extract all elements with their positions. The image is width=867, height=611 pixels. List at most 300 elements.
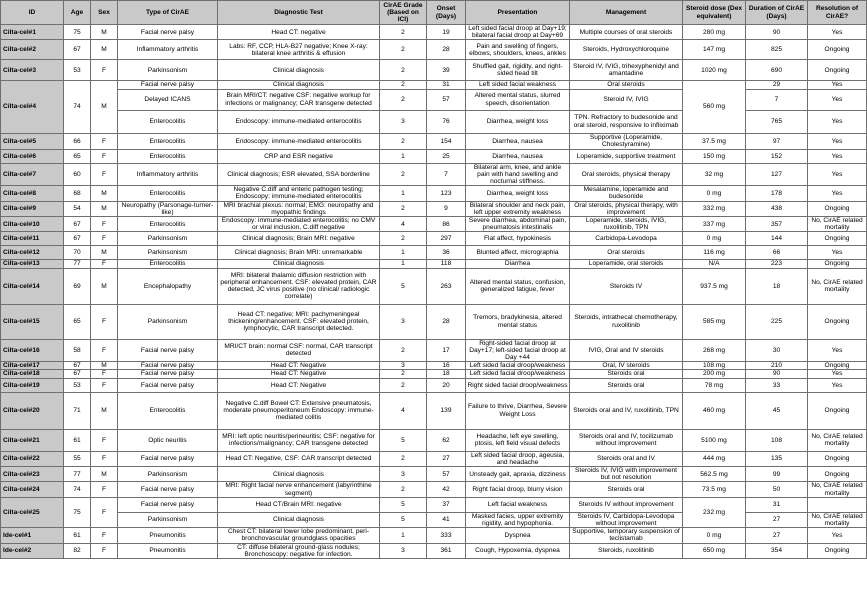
cell-grade: 1	[380, 528, 427, 543]
cell-presentation: Altered mental status, slurred speech, disorientation	[466, 89, 570, 110]
cell-onset: 16	[427, 362, 466, 370]
cell-sex: M	[91, 201, 118, 216]
cell-type: Enterocolitis	[118, 260, 218, 268]
cell-resolution: Yes	[808, 163, 867, 186]
cell-resolution: Yes	[808, 25, 867, 40]
cell-steroid-dose: 560 mg	[683, 81, 746, 133]
cell-presentation: Diarrhea, nausea	[466, 149, 570, 163]
cell-diagnostic-test: Labs: RF, CCP, HLA-B27 negative; Knee X-ray: bilateral knee arthritis & effusion	[218, 40, 380, 60]
cell-diagnostic-test: Head CT: Negative, CSF: CAR transcript detected	[218, 451, 380, 466]
cell-id: Cilta-cel#21	[1, 429, 64, 451]
cell-type: Facial nerve palsy	[118, 339, 218, 362]
cell-duration: 127	[746, 163, 808, 186]
cell-duration: 27	[746, 528, 808, 543]
cell-type: Parkinsonism	[118, 304, 218, 339]
cell-onset: 333	[427, 528, 466, 543]
cell-type: Enterocolitis	[118, 149, 218, 163]
cell-presentation: Left facial weakness	[466, 497, 570, 512]
cell-sex: M	[91, 392, 118, 429]
cell-presentation: Diarrhea, weight loss	[466, 110, 570, 133]
cell-grade: 2	[380, 81, 427, 89]
table-row	[1, 467, 867, 482]
cell-onset: 9	[427, 201, 466, 216]
cell-onset: 41	[427, 512, 466, 527]
cell-sex: F	[91, 304, 118, 339]
cell-type: Parkinsonism	[118, 467, 218, 482]
table-row	[1, 543, 867, 558]
table-row	[1, 217, 867, 232]
cell-grade: 1	[380, 149, 427, 163]
cell-type: Delayed ICANS	[118, 89, 218, 110]
cell-duration: 357	[746, 217, 808, 232]
cell-type: Enterocolitis	[118, 217, 218, 232]
cell-resolution: No, CirAE related mortality	[808, 268, 867, 304]
cell-id: Cilta-cel#16	[1, 339, 64, 362]
cell-age: 67	[64, 370, 91, 378]
cell-management: Carbidopa-Levodopa	[570, 232, 683, 246]
cell-resolution: Ongoing	[808, 60, 867, 81]
table-row	[1, 149, 867, 163]
cell-resolution: Ongoing	[808, 467, 867, 482]
cell-resolution: Ongoing	[808, 232, 867, 246]
cell-diagnostic-test: Clinical diagnosis; ESR elevated, SSA borderline	[218, 163, 380, 186]
cell-id: Cilta-cel#2	[1, 40, 64, 60]
cell-management: Steroid IV, IVIG, trihexyphenidyl and amantadine	[570, 60, 683, 81]
cell-steroid-dose: 460 mg	[683, 392, 746, 429]
cell-steroid-dose: 0 mg	[683, 186, 746, 201]
cell-sex: F	[91, 149, 118, 163]
cell-sex: M	[91, 40, 118, 60]
cell-resolution: Ongoing	[808, 451, 867, 466]
cell-grade: 3	[380, 467, 427, 482]
header-grade: CirAE Grade (Based on ICI)	[380, 1, 427, 25]
cell-age: 67	[64, 40, 91, 60]
cell-onset: 31	[427, 81, 466, 89]
cell-grade: 1	[380, 260, 427, 268]
cell-presentation: Altered mental status, confusion, generalized fatigue, fever	[466, 268, 570, 304]
cell-grade: 3	[380, 543, 427, 558]
cell-resolution: Ongoing	[808, 201, 867, 216]
cell-presentation: Failure to thrive, Diarrhea, Severe Weight Loss	[466, 392, 570, 429]
cell-steroid-dose: 332 mg	[683, 201, 746, 216]
cell-resolution: Yes	[808, 246, 867, 260]
cell-age: 53	[64, 378, 91, 392]
cell-presentation: Right facial droop, blurry vision	[466, 482, 570, 497]
cell-diagnostic-test: MRI: Right facial nerve enhancement (labyrinthine segment)	[218, 482, 380, 497]
cell-sex: M	[91, 186, 118, 201]
cell-sex: F	[91, 339, 118, 362]
cell-age: 67	[64, 362, 91, 370]
cell-onset: 361	[427, 543, 466, 558]
cell-age: 75	[64, 497, 91, 527]
cell-id: Ide-cel#1	[1, 528, 64, 543]
cell-id: Cilta-cel#10	[1, 217, 64, 232]
cell-management: Oral steroids, physical therapy	[570, 163, 683, 186]
cell-id: Cilta-cel#13	[1, 260, 64, 268]
cell-diagnostic-test: MRI/CT brain: normal CSF: normal, CAR transcript detected	[218, 339, 380, 362]
cell-type: Pneumonitis	[118, 543, 218, 558]
cell-id: Cilta-cel#11	[1, 232, 64, 246]
cell-duration: 354	[746, 543, 808, 558]
cell-grade: 2	[380, 339, 427, 362]
cell-presentation: Bilateral shoulder and neck pain, left upper extremity weakness	[466, 201, 570, 216]
cell-grade: 1	[380, 246, 427, 260]
table-row	[1, 497, 867, 512]
table-row	[1, 362, 867, 370]
cell-age: 65	[64, 304, 91, 339]
cell-steroid-dose: 268 mg	[683, 339, 746, 362]
table-row	[1, 339, 867, 362]
cell-grade: 2	[380, 370, 427, 378]
cell-management: Steroid IV, IVIG	[570, 89, 683, 110]
cell-resolution: Ongoing	[808, 543, 867, 558]
cell-sex: M	[91, 268, 118, 304]
cell-type: Inflammatory arthritis	[118, 163, 218, 186]
cell-duration: 135	[746, 451, 808, 466]
cell-type: Facial nerve palsy	[118, 370, 218, 378]
table-row	[1, 201, 867, 216]
cell-management: Steroids oral	[570, 370, 683, 378]
cell-onset: 154	[427, 133, 466, 149]
table-row	[1, 451, 867, 466]
cell-grade: 2	[380, 378, 427, 392]
cell-id: Cilta-cel#12	[1, 246, 64, 260]
cell-type: Enterocolitis	[118, 133, 218, 149]
cell-grade: 5	[380, 268, 427, 304]
cell-steroid-dose: 650 mg	[683, 543, 746, 558]
cell-resolution: Yes	[808, 149, 867, 163]
cell-age: 60	[64, 163, 91, 186]
cell-onset: 297	[427, 232, 466, 246]
cell-management: Supportive (Loperamide, Cholestyramine)	[570, 133, 683, 149]
cell-type: Enterocolitis	[118, 186, 218, 201]
cell-duration: 18	[746, 268, 808, 304]
cell-onset: 25	[427, 149, 466, 163]
cell-steroid-dose: 37.5 mg	[683, 133, 746, 149]
table-body	[1, 25, 867, 559]
cell-diagnostic-test: Head CT: negative; MRI: pachymeningeal thickening/enhancement. CSF: elevated protein, lymphocytic, CAR transcript detected.	[218, 304, 380, 339]
cell-diagnostic-test: Negative C.diff and enteric pathogen testing; Endoscopy: immune-mediated enterocolitis	[218, 186, 380, 201]
cell-presentation: Diarrhea, nausea	[466, 133, 570, 149]
cell-steroid-dose: N/A	[683, 260, 746, 268]
cell-type: Facial nerve palsy	[118, 378, 218, 392]
cell-resolution: Yes	[808, 110, 867, 133]
cell-resolution: No, CirAE related mortality	[808, 217, 867, 232]
cell-diagnostic-test: Clinical diagnosis	[218, 260, 380, 268]
cell-presentation: Shuffled gait, rigidity, and right-sided head tilt	[466, 60, 570, 81]
cell-diagnostic-test: Head CT: Negative	[218, 362, 380, 370]
cell-diagnostic-test: Endoscopy: immune-mediated enterocolitis	[218, 133, 380, 149]
cell-management: Oral steroids	[570, 246, 683, 260]
cell-management: Oral, IV steroids	[570, 362, 683, 370]
cell-duration: 765	[746, 110, 808, 133]
cell-onset: 86	[427, 217, 466, 232]
cell-age: 55	[64, 451, 91, 466]
cell-type: Parkinsonism	[118, 512, 218, 527]
cell-management: Steroids oral	[570, 482, 683, 497]
cell-steroid-dose: 5100 mg	[683, 429, 746, 451]
header-diagnostic-test: Diagnostic Test	[218, 1, 380, 25]
table-row	[1, 163, 867, 186]
cell-grade: 2	[380, 163, 427, 186]
cell-diagnostic-test: MRI brachial plexus: normal; EMG: neuropathy and myopathic findings	[218, 201, 380, 216]
cell-diagnostic-test: Clinical diagnosis	[218, 60, 380, 81]
cell-grade: 2	[380, 40, 427, 60]
cell-diagnostic-test: Head CT: Negative	[218, 378, 380, 392]
cell-id: Cilta-cel#4	[1, 81, 64, 133]
cell-sex: F	[91, 217, 118, 232]
cell-resolution: No, CirAE related mortality	[808, 482, 867, 497]
cell-diagnostic-test: Clinical diagnosis; Brain MRI: unremarkable	[218, 246, 380, 260]
table-row	[1, 482, 867, 497]
cell-sex: F	[91, 497, 118, 527]
cell-sex: F	[91, 232, 118, 246]
cell-type: Enterocolitis	[118, 392, 218, 429]
cell-management: Steroids oral and IV, ruxolitinib, TPN	[570, 392, 683, 429]
cell-onset: 18	[427, 370, 466, 378]
cell-steroid-dose: 108 mg	[683, 362, 746, 370]
cell-grade: 2	[380, 201, 427, 216]
cell-age: 65	[64, 149, 91, 163]
cell-presentation: Diarrhea	[466, 260, 570, 268]
cell-resolution	[808, 497, 867, 512]
cell-age: 71	[64, 392, 91, 429]
cell-id: Cilta-cel#17	[1, 362, 64, 370]
cell-type: Facial nerve palsy	[118, 25, 218, 40]
cell-sex: M	[91, 362, 118, 370]
table-row	[1, 81, 867, 89]
table-row	[1, 246, 867, 260]
cell-resolution: Yes	[808, 81, 867, 89]
cell-type: Facial nerve palsy	[118, 497, 218, 512]
table-row	[1, 133, 867, 149]
header-age: Age	[64, 1, 91, 25]
cell-onset: 20	[427, 378, 466, 392]
cell-diagnostic-test: Negative C.diff Bowel CT: Extensive pneumatosis, moderate pneumoperitoneum Endoscopy: immune-mediated colitis	[218, 392, 380, 429]
cell-id: Cilta-cel#5	[1, 133, 64, 149]
cell-onset: 62	[427, 429, 466, 451]
cell-resolution: Yes	[808, 186, 867, 201]
cell-age: 66	[64, 133, 91, 149]
table-row	[1, 392, 867, 429]
cell-resolution: Yes	[808, 89, 867, 110]
cell-resolution: Ongoing	[808, 40, 867, 60]
table-row	[1, 528, 867, 543]
cell-management: Steroids oral	[570, 378, 683, 392]
cell-type: Parkinsonism	[118, 60, 218, 81]
cell-type: Encephalopathy	[118, 268, 218, 304]
cell-steroid-dose: 150 mg	[683, 149, 746, 163]
cell-presentation: Left sided facial droop at Day+19; bilateral facial droop at Day+69	[466, 25, 570, 40]
cell-age: 68	[64, 186, 91, 201]
cell-sex: M	[91, 81, 118, 133]
cell-id: Cilta-cel#9	[1, 201, 64, 216]
cell-management: TPN. Refractory to budesonide and oral steroid, responsive to infliximab	[570, 110, 683, 133]
cell-management: Steroids, Hydroxychloroquine	[570, 40, 683, 60]
cell-diagnostic-test: Chest CT: bilateral lower lobe predominant, peri-bronchovascular groundglass opacities	[218, 528, 380, 543]
cell-duration: 144	[746, 232, 808, 246]
cell-management: Loperamide, steroids, IVIG, ruxolitinib, TPN	[570, 217, 683, 232]
cell-age: 82	[64, 543, 91, 558]
cell-age: 77	[64, 260, 91, 268]
cell-onset: 28	[427, 304, 466, 339]
cell-sex: F	[91, 451, 118, 466]
cell-diagnostic-test: CRP and ESR negative	[218, 149, 380, 163]
cell-type: Inflammatory arthritis	[118, 40, 218, 60]
cell-age: 53	[64, 60, 91, 81]
cell-type: Facial nerve palsy	[118, 81, 218, 89]
cell-duration: 30	[746, 339, 808, 362]
cell-management: Oral steroids	[570, 81, 683, 89]
table-row	[1, 304, 867, 339]
cell-steroid-dose: 232 mg	[683, 497, 746, 527]
cell-steroid-dose: 78 mg	[683, 378, 746, 392]
header-steroid-dose: Steroid dose (Dex equivalent)	[683, 1, 746, 25]
cell-grade: 3	[380, 110, 427, 133]
cell-duration: 152	[746, 149, 808, 163]
cell-id: Cilta-cel#14	[1, 268, 64, 304]
header-type: Type of CirAE	[118, 1, 218, 25]
cell-duration: 31	[746, 497, 808, 512]
cell-grade: 2	[380, 451, 427, 466]
cell-duration: 225	[746, 304, 808, 339]
cell-age: 54	[64, 201, 91, 216]
cell-presentation: Severe diarrhea, abdominal pain, pneumatosis intestinalis	[466, 217, 570, 232]
cell-grade: 3	[380, 304, 427, 339]
table-row	[1, 378, 867, 392]
cell-sex: F	[91, 260, 118, 268]
cell-onset: 19	[427, 25, 466, 40]
cell-diagnostic-test: Clinical diagnosis	[218, 512, 380, 527]
cell-presentation: Left sided facial weakness	[466, 81, 570, 89]
cell-onset: 123	[427, 186, 466, 201]
cell-duration: 223	[746, 260, 808, 268]
cell-diagnostic-test: Head CT/Brain MRI: negative	[218, 497, 380, 512]
cell-presentation: Left sided facial droop/weakness	[466, 370, 570, 378]
cell-grade: 2	[380, 232, 427, 246]
cell-age: 61	[64, 528, 91, 543]
table-row	[1, 370, 867, 378]
cell-grade: 1	[380, 186, 427, 201]
cell-id: Cilta-cel#18	[1, 370, 64, 378]
cell-id: Cilta-cel#23	[1, 467, 64, 482]
cell-resolution: Ongoing	[808, 260, 867, 268]
cell-grade: 4	[380, 392, 427, 429]
cell-duration: 108	[746, 429, 808, 451]
cell-age: 61	[64, 429, 91, 451]
cell-id: Cilta-cel#8	[1, 186, 64, 201]
cell-diagnostic-test: Endoscopy: immune-mediated enterocolitis	[218, 110, 380, 133]
table-row	[1, 60, 867, 81]
cell-duration: 45	[746, 392, 808, 429]
table-row	[1, 429, 867, 451]
cell-grade: 2	[380, 25, 427, 40]
cell-diagnostic-test: Clinical diagnosis; Brain MRI: negative	[218, 232, 380, 246]
cell-onset: 42	[427, 482, 466, 497]
cell-onset: 7	[427, 163, 466, 186]
cell-grade: 3	[380, 362, 427, 370]
cell-onset: 36	[427, 246, 466, 260]
cell-steroid-dose: 337 mg	[683, 217, 746, 232]
cell-grade: 5	[380, 512, 427, 527]
cell-presentation: Unsteady gait, apraxia, dizziness	[466, 467, 570, 482]
cell-steroid-dose: 200 mg	[683, 370, 746, 378]
cell-onset: 57	[427, 89, 466, 110]
cell-id: Cilta-cel#19	[1, 378, 64, 392]
cell-resolution: Yes	[808, 133, 867, 149]
cell-management: Mesalamine, loperamide and budesonide	[570, 186, 683, 201]
cell-steroid-dose: 444 mg	[683, 451, 746, 466]
cell-resolution: Yes	[808, 378, 867, 392]
cell-id: Cilta-cel#24	[1, 482, 64, 497]
cell-sex: F	[91, 60, 118, 81]
cell-resolution: No, CirAE related mortality	[808, 512, 867, 527]
cell-presentation: Left sided facial droop, ageusia, and headache	[466, 451, 570, 466]
cell-onset: 17	[427, 339, 466, 362]
cell-sex: F	[91, 429, 118, 451]
cell-steroid-dose: 147 mg	[683, 40, 746, 60]
cell-steroid-dose: 0 mg	[683, 232, 746, 246]
cell-resolution: No, CirAE related mortality	[808, 429, 867, 451]
cell-sex: F	[91, 543, 118, 558]
cell-steroid-dose: 0 mg	[683, 528, 746, 543]
cell-resolution: Yes	[808, 370, 867, 378]
cell-onset: 27	[427, 451, 466, 466]
cell-type: Facial nerve palsy	[118, 482, 218, 497]
cell-management: Steroids, intrathecal chemotherapy, ruxolitinib	[570, 304, 683, 339]
cell-duration: 178	[746, 186, 808, 201]
cell-management: Steroids, ruxolitinib	[570, 543, 683, 558]
cell-presentation: Pain and swelling of fingers, elbows, shoulders, knees, ankles	[466, 40, 570, 60]
cell-grade: 2	[380, 482, 427, 497]
cell-onset: 139	[427, 392, 466, 429]
cell-diagnostic-test: CT: diffuse bilateral ground-glass nodules; Bronchoscopy: negative for infection.	[218, 543, 380, 558]
cell-steroid-dose: 937.5 mg	[683, 268, 746, 304]
cell-onset: 28	[427, 40, 466, 60]
table-row	[1, 40, 867, 60]
cell-sex: F	[91, 378, 118, 392]
cell-id: Cilta-cel#1	[1, 25, 64, 40]
cell-presentation: Dyspnea	[466, 528, 570, 543]
cell-age: 67	[64, 217, 91, 232]
cell-age: 69	[64, 268, 91, 304]
cell-duration: 27	[746, 512, 808, 527]
cell-resolution: Yes	[808, 528, 867, 543]
cell-steroid-dose: 32 mg	[683, 163, 746, 186]
table-row	[1, 260, 867, 268]
cell-management: Multiple courses of oral steroids	[570, 25, 683, 40]
cell-presentation: Cough, Hypoxemia, dyspnea	[466, 543, 570, 558]
cell-age: 74	[64, 482, 91, 497]
cell-grade: 2	[380, 60, 427, 81]
cell-duration: 90	[746, 25, 808, 40]
cell-steroid-dose: 1020 mg	[683, 60, 746, 81]
cell-steroid-dose: 562.5 mg	[683, 467, 746, 482]
cell-type: Neuropathy (Parsonage-turner-like)	[118, 201, 218, 216]
cell-presentation: Right-sided facial droop at Day+17; left-sided facial droop at Day +44	[466, 339, 570, 362]
cell-duration: 7	[746, 89, 808, 110]
cell-sex: F	[91, 528, 118, 543]
cell-duration: 50	[746, 482, 808, 497]
cell-grade: 2	[380, 133, 427, 149]
cell-steroid-dose: 116 mg	[683, 246, 746, 260]
cell-duration: 825	[746, 40, 808, 60]
cell-age: 67	[64, 232, 91, 246]
cell-age: 70	[64, 246, 91, 260]
cell-management: Loperamide, supportive treatment	[570, 149, 683, 163]
cell-steroid-dose: 73.5 mg	[683, 482, 746, 497]
cell-grade: 2	[380, 89, 427, 110]
